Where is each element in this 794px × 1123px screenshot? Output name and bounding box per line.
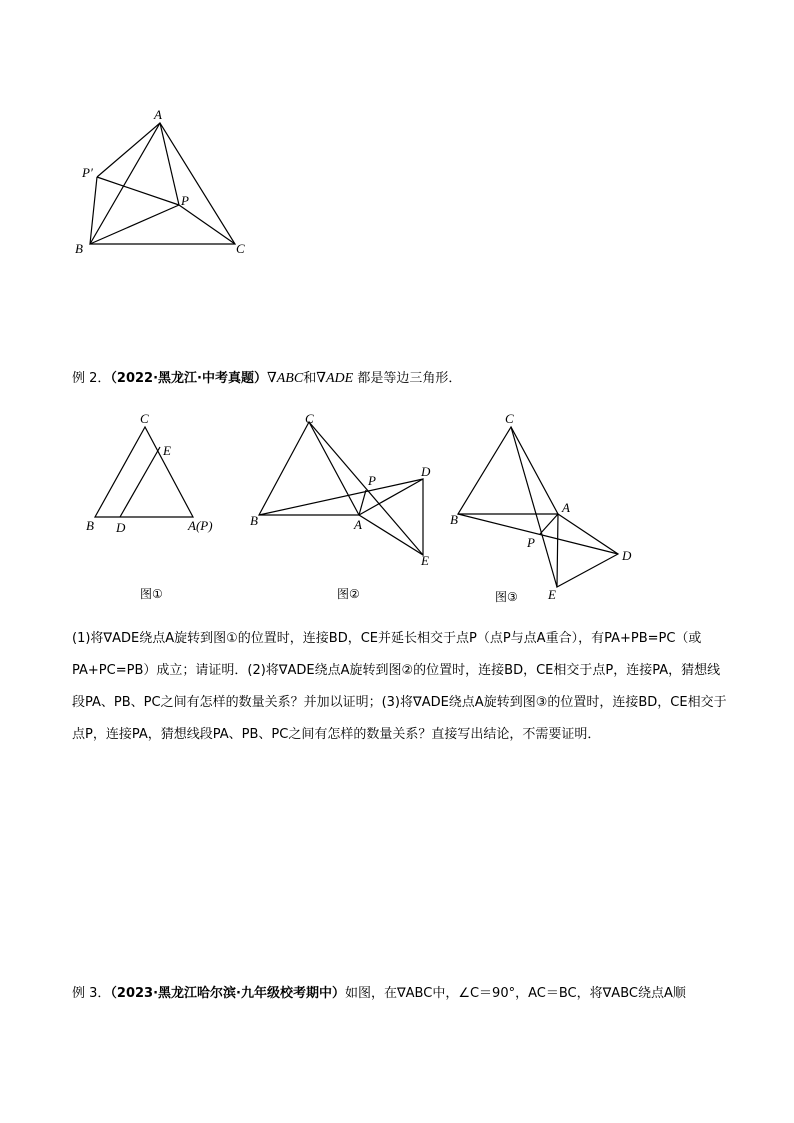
label-c: C <box>505 411 514 426</box>
segment-a-p <box>160 123 179 205</box>
segment-b-d <box>259 479 423 515</box>
label-a-p: A(P) <box>188 518 213 533</box>
example2-source: （2022·黑龙江·中考真题） <box>110 371 267 386</box>
triangle-abc <box>90 123 235 244</box>
figure-top <box>60 95 280 265</box>
segment-b-p <box>90 205 179 244</box>
label-d: D <box>116 520 126 535</box>
segment-a-pprime <box>97 123 160 177</box>
example2-and: 和 <box>303 371 317 386</box>
label-a: A <box>562 500 570 515</box>
triangle-abc-fig2 <box>259 422 359 515</box>
label-c: C <box>236 241 245 256</box>
example3-text: 如图，在∇ABC中，∠C＝90°，AC＝BC，将∇ABC绕点A顺 <box>344 986 686 1001</box>
example2-tail: 都是等边三角形． <box>353 371 462 386</box>
fig3-caption: 图③ <box>495 590 518 604</box>
segment-c-e <box>511 427 557 587</box>
label-e: E <box>548 587 556 602</box>
label-c: C <box>140 411 149 426</box>
label-p: P <box>181 193 189 208</box>
example3-number: 例 3． <box>72 986 111 1001</box>
label-c: C <box>305 411 314 426</box>
triangle-ade-fig3 <box>557 514 618 587</box>
fig1-caption: 图① <box>140 587 163 601</box>
segment-d-e <box>120 447 160 517</box>
example2-number: 例 2． <box>72 371 111 386</box>
label-d: D <box>421 464 431 479</box>
label-p: P <box>368 473 376 488</box>
question-part1: (1)将∇ADE绕点A旋转到图①的位置时，连接BD，CE并延长相交于点P（点P与点A重合），有PA+PB=PC（或PA+PC=PB）成立；请证明． <box>72 631 702 678</box>
label-e: E <box>421 553 429 568</box>
label-b: B <box>86 518 94 533</box>
question-part2: (2)将∇ADE绕点A旋转到图②的位置时，连接BD，CE相交于点P，连接PA，猜想线段PA、PB、PC之间有怎样的数量关系？并加以证明； <box>72 663 721 710</box>
triangle-abc-fig1 <box>95 427 193 517</box>
question-part3: (3)将∇ADE绕点A旋转到图③的位置时，连接BD，CE相交于点P，连接PA，猜想线段PA、PB、PC之间有怎样的数量关系？直接写出结论，不需要证明． <box>72 695 727 742</box>
label-e: E <box>163 443 171 458</box>
label-b: B <box>250 513 258 528</box>
figure-3 <box>445 405 645 605</box>
example2-question <box>72 623 732 751</box>
label-a: A <box>154 107 162 122</box>
label-b: B <box>450 512 458 527</box>
label-a: A <box>354 517 362 532</box>
figure-2 <box>245 405 445 575</box>
example2-stem <box>72 367 461 387</box>
example2-tri2: ∇ADE <box>316 371 354 386</box>
example3-source: （2023·黑龙江哈尔滨·九年级校考期中） <box>110 986 345 1001</box>
figure-1 <box>80 405 230 540</box>
label-d: D <box>622 548 632 563</box>
triangle-abc-fig3 <box>458 427 558 514</box>
label-p: P <box>527 535 535 550</box>
segment-c-p <box>179 205 235 244</box>
example3-stem <box>72 982 686 1001</box>
example2-tri1: ∇ABC <box>266 371 304 386</box>
segment-pprime-p <box>97 177 179 205</box>
label-b: B <box>75 241 83 256</box>
fig2-caption: 图② <box>337 587 360 601</box>
label-p-prime: P′ <box>82 165 93 180</box>
segment-p-a <box>540 514 558 534</box>
